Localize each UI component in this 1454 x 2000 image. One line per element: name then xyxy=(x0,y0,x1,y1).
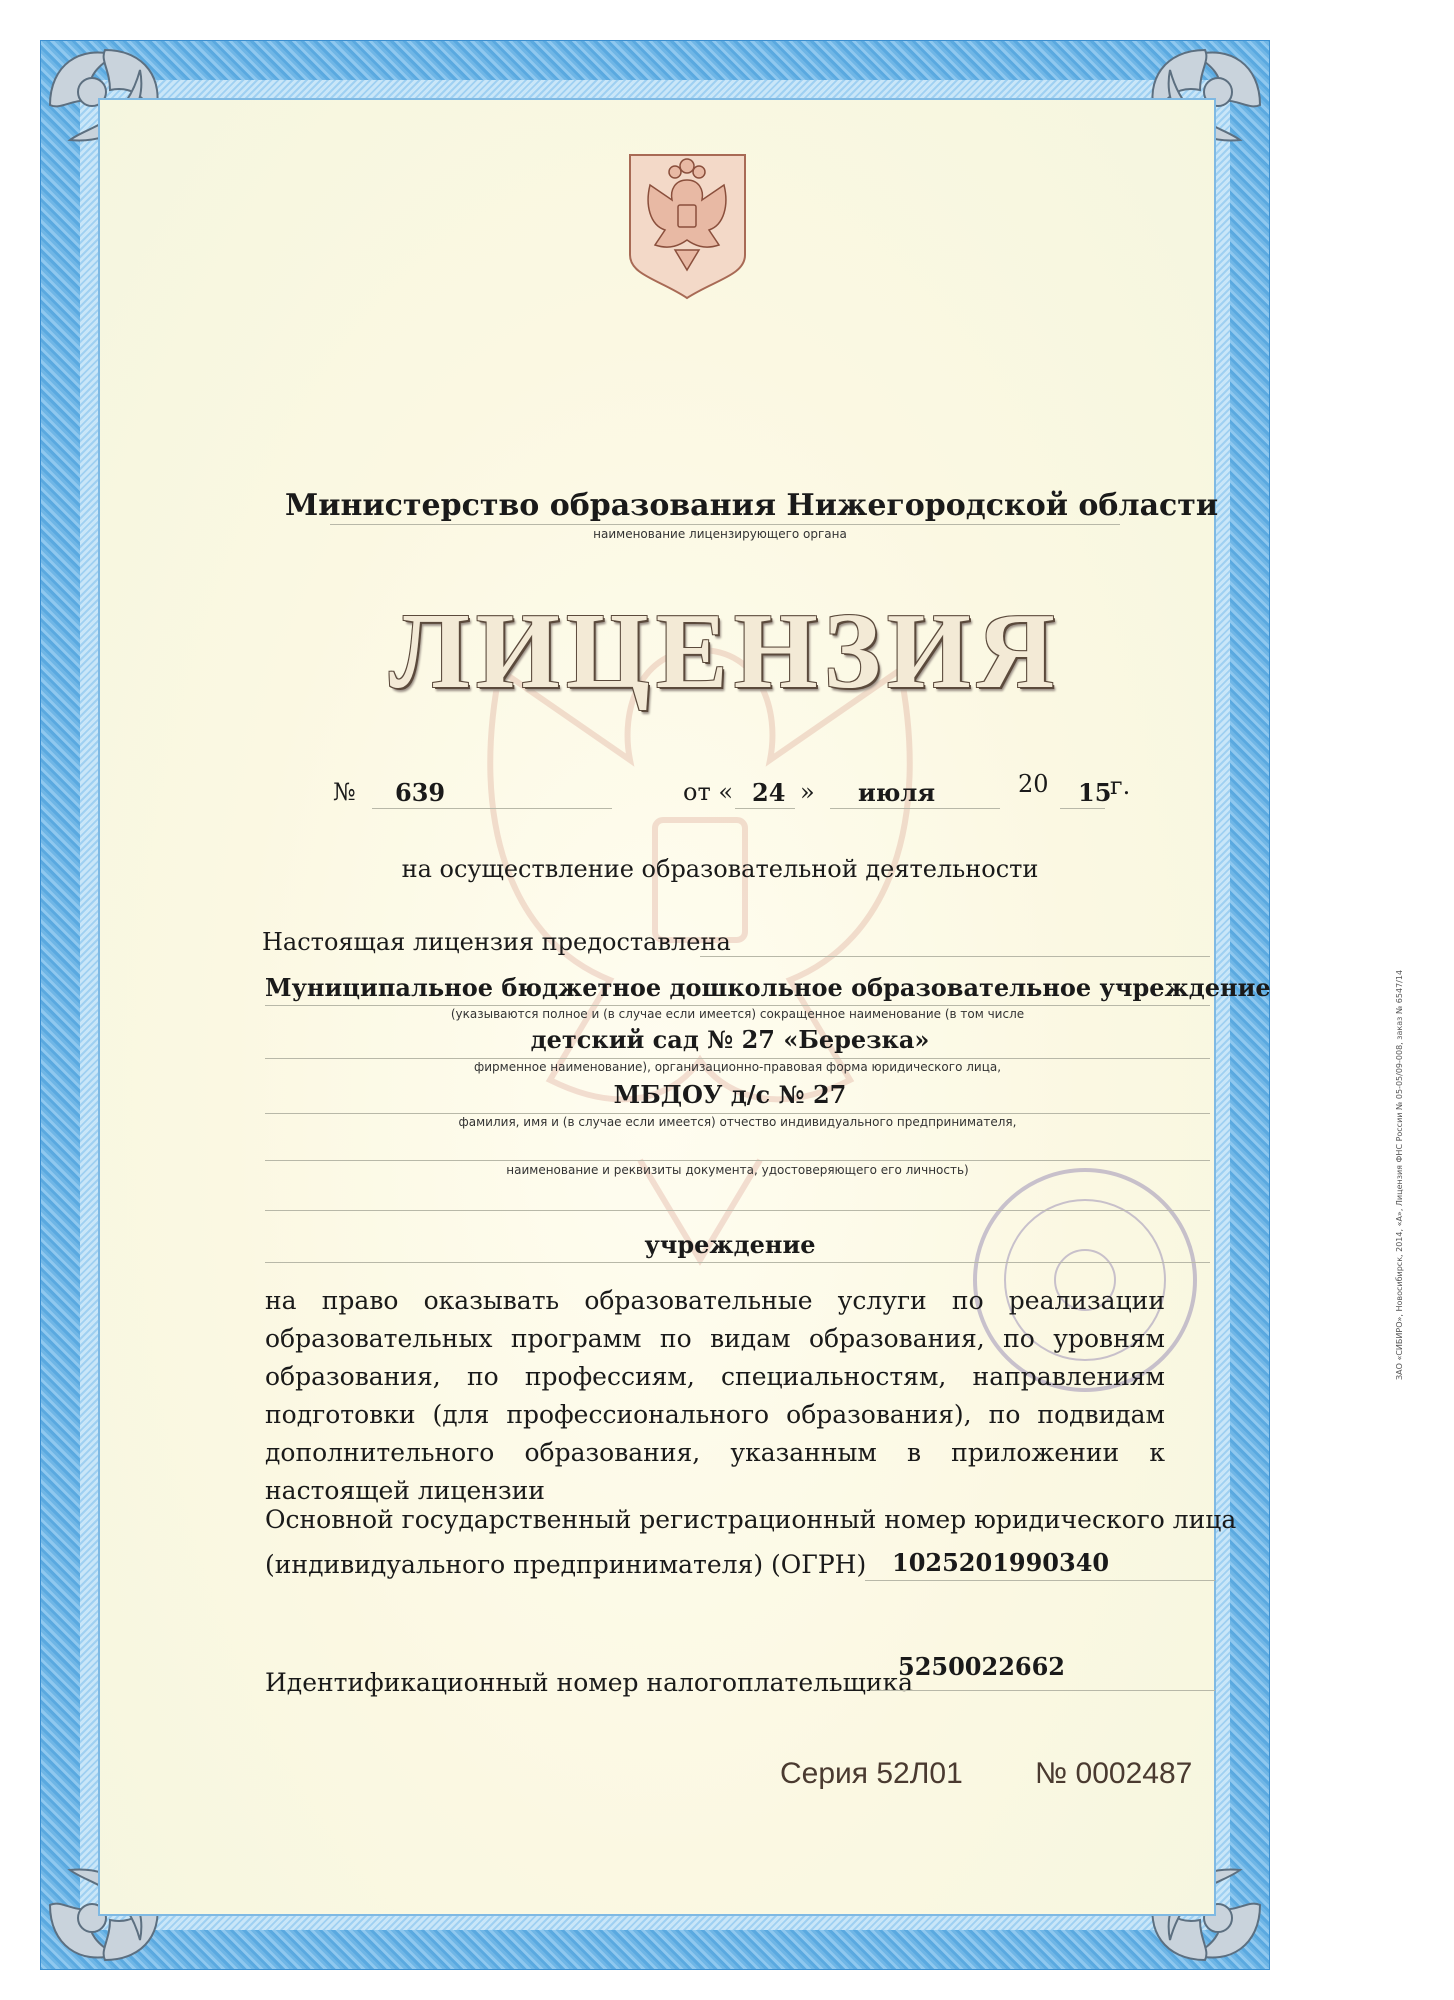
blank-number: № 0002487 xyxy=(1035,1757,1193,1790)
number-label: № xyxy=(333,778,356,806)
document-title: ЛИЦЕНЗИЯ xyxy=(389,592,1061,711)
organization-full-name: Муниципальное бюджетное дошкольное образовательное учреждение xyxy=(265,973,1271,1002)
ogrn-label-line-1: Основной государственный регистрационный номер юридического лица xyxy=(265,1505,1237,1534)
org-form-underline xyxy=(265,1262,1210,1263)
inn-value: 5250022662 xyxy=(898,1652,1065,1681)
printer-imprint: ЗАО «СИБИРО», Новосибирск, 2014, «А», Лицензия ФНС России № 05-05/09-008, заказ № 6547/14 xyxy=(1395,969,1404,1380)
day-underline xyxy=(735,808,795,809)
month-underline xyxy=(830,808,1000,809)
date-quote-close: » xyxy=(800,778,815,806)
number-underline xyxy=(372,808,612,809)
year-unit: г. xyxy=(1110,772,1131,800)
granted-underline xyxy=(700,956,1210,957)
inn-underline xyxy=(870,1690,1215,1691)
short-name-underline xyxy=(265,1113,1210,1114)
issuing-authority: Министерство образования Нижегородской области xyxy=(285,488,1219,523)
ogrn-underline xyxy=(865,1580,1215,1581)
caption-full-name: (указываются полное и (в случае если имеется) сокращенное наименование (в том числе xyxy=(450,1007,1025,1021)
blank-line-1 xyxy=(265,1160,1210,1161)
year-prefix: 20 xyxy=(1018,770,1049,798)
blank-line-2 xyxy=(265,1210,1210,1211)
year-suffix: 15 xyxy=(1078,778,1112,807)
issuer-caption: наименование лицензирующего органа xyxy=(593,527,847,541)
coat-of-arms-emblem xyxy=(620,150,755,300)
date-month: июля xyxy=(858,778,936,807)
organization-short-name: МБДОУ д/с № 27 xyxy=(613,1080,847,1109)
license-purpose: на осуществление образовательной деятельности xyxy=(401,855,1039,883)
inn-label: Идентификационный номер налогоплательщика xyxy=(265,1668,914,1697)
ogrn-label-line-2: (индивидуального предпринимателя) (ОГРН) xyxy=(265,1550,867,1579)
brand-underline xyxy=(265,1058,1210,1059)
date-day: 24 xyxy=(752,778,786,807)
date-from-label: от « xyxy=(683,778,734,806)
caption-legal-form: фирменное наименование), организационно-правовая форма юридического лица, xyxy=(473,1060,1002,1074)
granted-label: Настоящая лицензия предоставлена xyxy=(262,928,731,956)
organization-brand-name: детский сад № 27 «Березка» xyxy=(530,1025,930,1054)
license-number: 639 xyxy=(395,778,446,807)
blank-series: Серия 52Л01 xyxy=(780,1757,963,1790)
issuer-underline xyxy=(330,524,1120,525)
caption-identity-doc: наименование и реквизиты документа, удостоверяющего его личность) xyxy=(506,1163,969,1177)
ogrn-value: 1025201990340 xyxy=(892,1548,1110,1577)
organization-form: учреждение xyxy=(644,1230,816,1259)
rights-paragraph: на право оказывать образовательные услуги по реализации образовательных программ по видам образования, по уровням образования, по профессиям, специальностям, направлениям подготовки (для профессионального образования), по подвидам дополнительного образования, указанным в приложении к настоящей лицензии xyxy=(265,1286,1165,1505)
year-underline xyxy=(1060,808,1105,809)
org-name-underline xyxy=(265,1005,1210,1006)
caption-entrepreneur: фамилия, имя и (в случае если имеется) отчество индивидуального предпринимателя, xyxy=(458,1115,1017,1129)
